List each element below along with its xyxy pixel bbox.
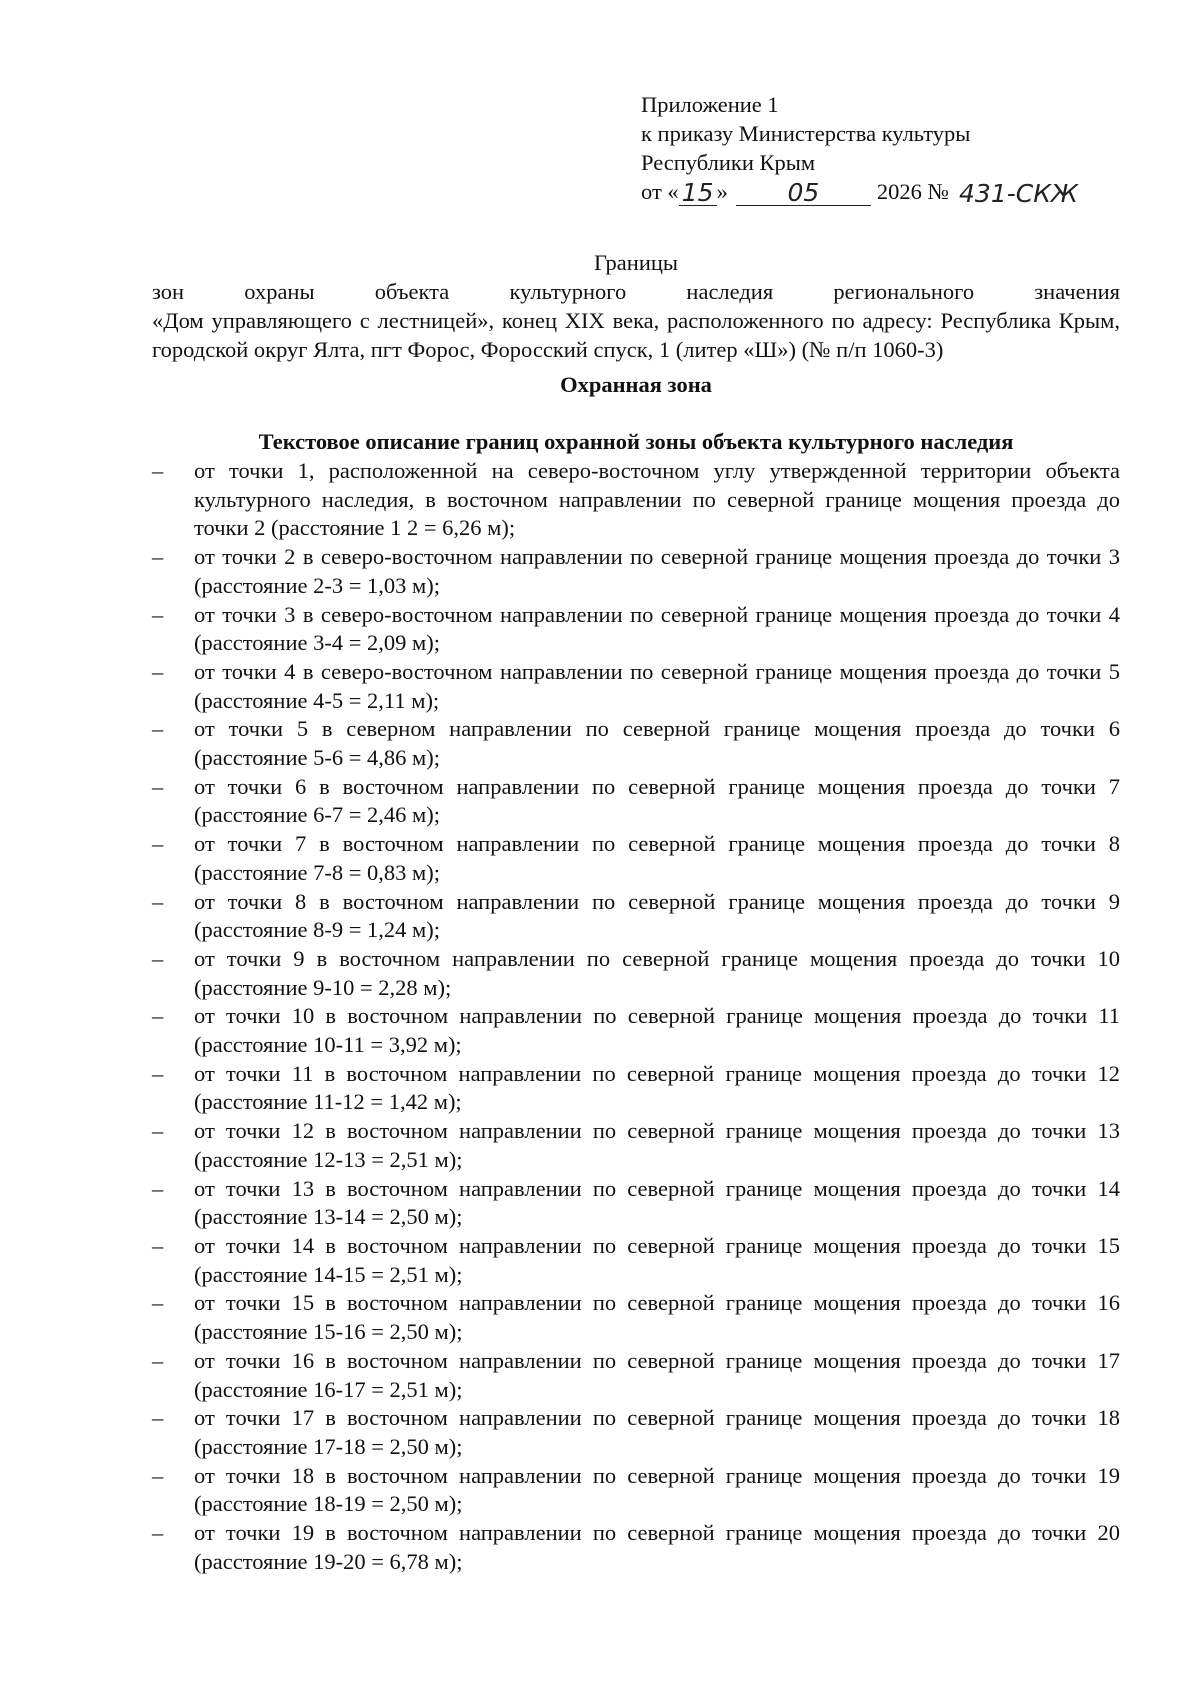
list-item [150, 1347, 1120, 1404]
list-item [150, 658, 1120, 715]
list-item-text: от точки 18 в восточном направлении по северной границе мощения проезда до точки 19 (расстояние 18-19 = 2,50 м); [194, 1462, 1120, 1517]
appendix-line-2: к приказу Министерства культуры [641, 121, 971, 146]
list-item-text: от точки 3 в северо-восточном направлении по северной границе мощения проезда до точки 4 (расстояние 3-4 = 2,09 м); [194, 601, 1120, 656]
list-item-text: от точки 19 в восточном направлении по северной границе мощения проезда до точки 20 (расстояние 19-20 = 6,78 м); [194, 1520, 1120, 1574]
appendix-line-3: Республики Крым [641, 150, 816, 175]
title-heading: Границы [593, 250, 679, 275]
title-word: регионального [833, 279, 975, 304]
bullet-dash: – [152, 1003, 164, 1029]
bullet-dash: – [152, 945, 164, 971]
list-item [150, 888, 1120, 945]
appendix-block [641, 90, 1121, 206]
list-item-text: от точки 6 в восточном направлении по северной границе мощения проезда до точки 7 (расстояние 6-7 = 2,46 м); [194, 773, 1120, 828]
zone-title: Охранная зона [560, 372, 712, 397]
list-item-text: от точки 9 в восточном направлении по северной границе мощения проезда до точки 10 (расстояние 9-10 = 2,28 м); [194, 945, 1120, 1000]
list-item-text: от точки 16 в восточном направлении по северной границе мощения проезда до точки 17 (расстояние 16-17 = 2,51 м); [194, 1347, 1120, 1402]
year-text: 2026 № [876, 179, 950, 204]
list-item [150, 1519, 1120, 1576]
title-block [152, 248, 1120, 364]
list-item [150, 1404, 1120, 1461]
list-item-text: от точки 8 в восточном направлении по северной границе мощения проезда до точки 9 (расстояние 8-9 = 1,24 м); [194, 888, 1120, 943]
bullet-dash: – [152, 1347, 164, 1373]
bullet-dash: – [152, 1060, 164, 1086]
doc-number: 431-СКЖ [959, 179, 1078, 208]
bullet-dash: – [152, 831, 164, 857]
title-word: зон [152, 279, 185, 304]
list-item-text: от точки 7 в восточном направлении по северной границе мощения проезда до точки 8 (расстояние 7-8 = 0,83 м); [194, 831, 1120, 885]
list-item-text: от точки 2 в северо-восточном направлении по северной границе мощения проезда до точки 3 (расстояние 2-3 = 1,03 м); [194, 544, 1120, 598]
list-item [150, 1232, 1120, 1289]
bullet-dash: – [152, 1405, 164, 1431]
bullet-dash: – [152, 1290, 164, 1316]
list-item [150, 830, 1120, 887]
list-item [150, 543, 1120, 600]
list-item-text: от точки 15 в восточном направлении по северной границе мощения проезда до точки 16 (расстояние 15-16 = 2,50 м); [194, 1290, 1120, 1345]
date-prefix: от « [641, 179, 679, 204]
title-word: охраны [244, 279, 315, 304]
appendix-date-line [641, 177, 1121, 206]
list-item [150, 1060, 1120, 1117]
bullet-dash: – [152, 1520, 164, 1546]
title-word: наследия [686, 279, 774, 304]
description-title: Текстовое описание границ охранной зоны объекта культурного наследия [258, 429, 1014, 454]
list-item [150, 457, 1120, 543]
bullet-dash: – [152, 888, 164, 914]
list-item-text: от точки 12 в восточном направлении по северной границе мощения проезда до точки 13 (расстояние 12-13 = 2,51 м); [194, 1118, 1120, 1172]
list-item-text: от точки 13 в восточном направлении по северной границе мощения проезда до точки 14 (расстояние 13-14 = 2,50 м); [194, 1175, 1120, 1230]
list-item-text: от точки 10 в восточном направлении по северной границе мощения проезда до точки 11 (расстояние 10-11 = 3,92 м); [194, 1003, 1120, 1058]
list-item [150, 1462, 1120, 1519]
title-word: объекта [374, 279, 450, 304]
bullet-dash: – [152, 1118, 164, 1144]
list-item-text: от точки 4 в северо-восточном направлении по северной границе мощения проезда до точки 5 (расстояние 4-5 = 2,11 м); [194, 658, 1120, 713]
title-word: культурного [509, 279, 627, 304]
bullet-dash: – [152, 601, 164, 627]
list-item-text: от точки 17 в восточном направлении по северной границе мощения проезда до точки 18 (расстояние 17-18 = 2,50 м); [194, 1405, 1120, 1459]
list-item [150, 1175, 1120, 1232]
boundary-list [150, 457, 1120, 1576]
date-month: 05 [736, 181, 871, 206]
list-item-text: от точки 5 в северном направлении по северной границе мощения проезда до точки 6 (расстояние 5-6 = 4,86 м); [194, 716, 1120, 771]
list-item [150, 601, 1120, 658]
list-item [150, 773, 1120, 830]
bullet-dash: – [152, 1175, 164, 1201]
bullet-dash: – [152, 458, 164, 483]
list-item [150, 1002, 1120, 1059]
date-day: 15 [679, 181, 717, 206]
title-word: значения [1034, 279, 1121, 304]
bullet-dash: – [152, 544, 164, 570]
list-item [150, 715, 1120, 772]
title-text: «Дом управляющего с лестницей», конец XIX века, расположенного по адресу: Республика Крым, городской округ Ялта, пгт Форос, Форосский спуск, 1 (литер «Ш») (№ п/п 1060-3) [152, 308, 1120, 362]
list-item [150, 945, 1120, 1002]
bullet-dash: – [152, 1462, 164, 1488]
list-item [150, 1117, 1120, 1174]
bullet-dash: – [152, 1232, 164, 1258]
list-item-text: от точки 11 в восточном направлении по северной границе мощения проезда до точки 12 (расстояние 11-12 = 1,42 м); [194, 1060, 1120, 1115]
bullet-dash: – [152, 773, 164, 799]
date-mid: » [716, 179, 728, 204]
bullet-dash: – [152, 658, 164, 684]
title-words-line [152, 277, 1120, 306]
list-item [150, 1289, 1120, 1346]
bullet-dash: – [152, 716, 164, 742]
list-item-text: от точки 14 в восточном направлении по северной границе мощения проезда до точки 15 (расстояние 14-15 = 2,51 м); [194, 1232, 1120, 1287]
list-item-text: от точки 1, расположенной на северо-восточном углу утвержденной территории объекта культурного наследия, в восточном направлении по северной границе мощения проезда до точки 2 (расстояние 1 2 = 6,26 м); [194, 458, 1120, 541]
appendix-line-1: Приложение 1 [641, 92, 779, 117]
